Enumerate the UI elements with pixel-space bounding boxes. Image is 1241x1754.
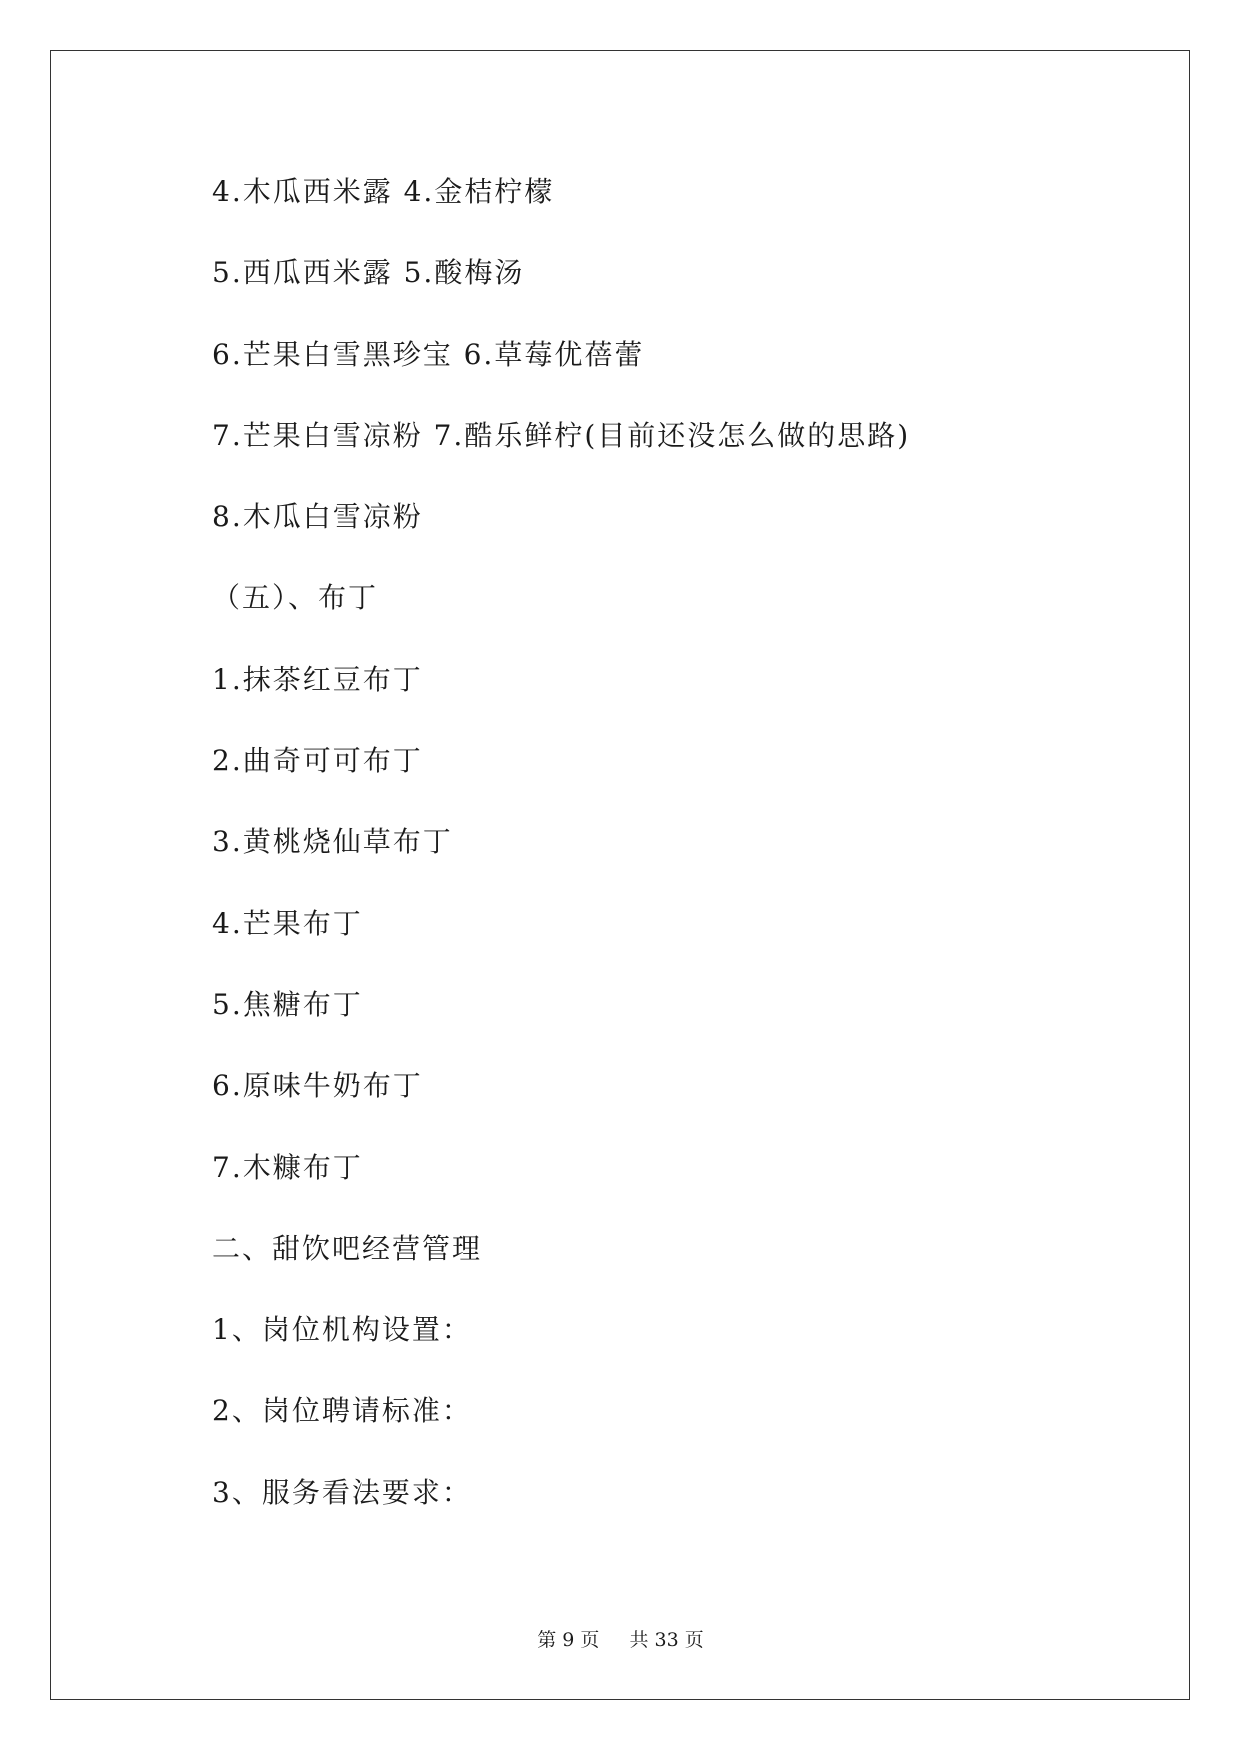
text-line: 8.木瓜白雪凉粉 (212, 500, 423, 534)
text-line: 3、服务看法要求： (212, 1475, 472, 1509)
section-heading: （五）、布丁 (212, 581, 379, 615)
text-line: 5.西瓜西米露 5.酸梅汤 (212, 256, 525, 290)
text-line: 7.木糠布丁 (212, 1150, 363, 1184)
text-line: 2.曲奇可可布丁 (212, 744, 423, 778)
text-line: 7.芒果白雪凉粉 7.酷乐鲜柠(目前还没怎么做的思路) (212, 418, 911, 452)
text-line: 6.芒果白雪黑珍宝 6.草莓优蓓蕾 (212, 337, 645, 371)
text-line: 4.木瓜西米露 4.金桔柠檬 (212, 175, 555, 208)
text-line: 4.芒果布丁 (212, 906, 363, 940)
page-footer (0, 1626, 1241, 1654)
text-line: 2、岗位聘请标准： (212, 1394, 472, 1428)
section-heading: 二、甜饮吧经营管理 (212, 1231, 483, 1265)
text-line: 3.黄桃烧仙草布丁 (212, 825, 453, 859)
text-line: 5.焦糖布丁 (212, 987, 363, 1021)
page-total: 共 33 页 (629, 1629, 704, 1651)
text-line: 1、岗位机构设置： (212, 1313, 472, 1347)
text-line: 1.抹茶红豆布丁 (212, 662, 423, 696)
document-body (212, 168, 1142, 1550)
page-number: 第 9 页 (537, 1629, 600, 1651)
text-line: 6.原味牛奶布丁 (212, 1069, 423, 1103)
